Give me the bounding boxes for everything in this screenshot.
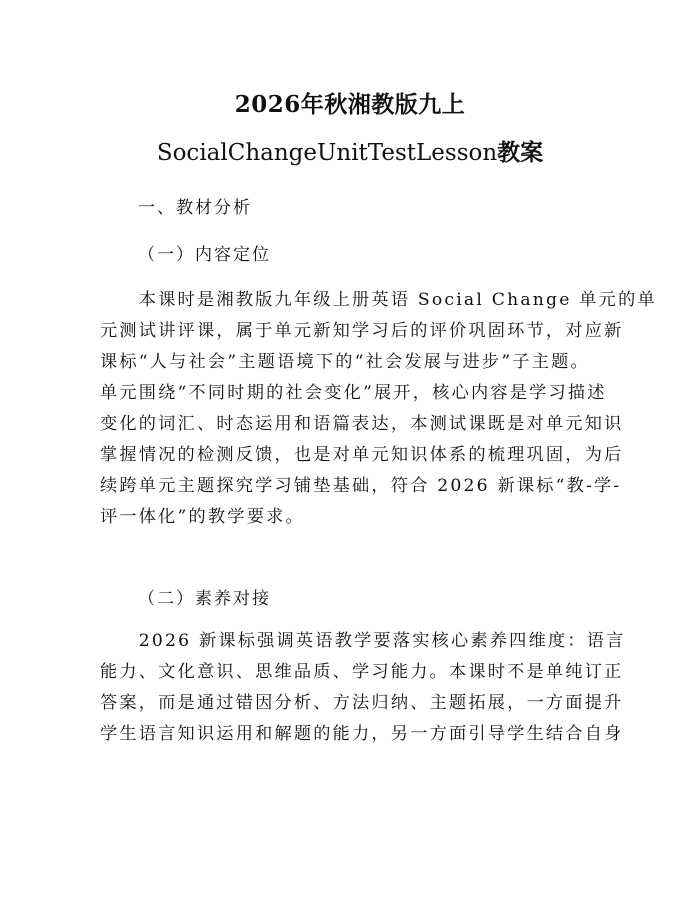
paragraph-line: 学生语言知识运用和解题的能力，另一方面引导学生结合自身	[100, 724, 624, 744]
paragraph-line: 元测试讲评课，属于单元新知学习后的评价巩固环节，对应新	[100, 321, 624, 341]
paragraph-line: 课标“人与社会”主题语境下的“社会发展与进步”子主题。	[100, 352, 590, 372]
document-title-line-1: 2026年秋湘教版九上	[234, 91, 466, 118]
paragraph-line: 2026 新课标强调英语教学要落实核心素养四维度：语言	[100, 631, 626, 651]
paragraph-literacy-alignment	[100, 626, 626, 750]
title-chinese-part: 教案	[497, 139, 544, 166]
paragraph-line: 本课时是湘教版九年级上册英语 Social Change 单元的单	[100, 290, 657, 310]
title-english-part: SocialChangeUnitTestLesson	[156, 140, 498, 166]
paragraph-line: 答案，而是通过错因分析、方法归纳、主题拓展，一方面提升	[100, 693, 624, 713]
section-heading-textbook-analysis: 一、教材分析	[138, 198, 252, 218]
paragraph-line: 掌握情况的检测反馈，也是对单元知识体系的梳理巩固，为后	[100, 445, 624, 465]
paragraph-line: 单元围绕“不同时期的社会变化”展开，核心内容是学习描述	[100, 383, 607, 403]
document-title-line-2	[0, 134, 700, 167]
paragraph-line: 评一体化”的教学要求。	[100, 507, 305, 527]
subsection-heading-literacy-alignment: （二）素养对接	[138, 589, 271, 609]
paragraph-line: 能力、文化意识、思维品质、学习能力。本课时不是单纯订正	[100, 662, 624, 682]
subsection-heading-content-positioning: （一）内容定位	[138, 245, 271, 265]
paragraph-content-positioning	[100, 285, 657, 533]
paragraph-line: 续跨单元主题探究学习铺垫基础，符合 2026 新课标“教-学-	[100, 476, 622, 496]
paragraph-line: 变化的词汇、时态运用和语篇表达，本测试课既是对单元知识	[100, 414, 624, 434]
